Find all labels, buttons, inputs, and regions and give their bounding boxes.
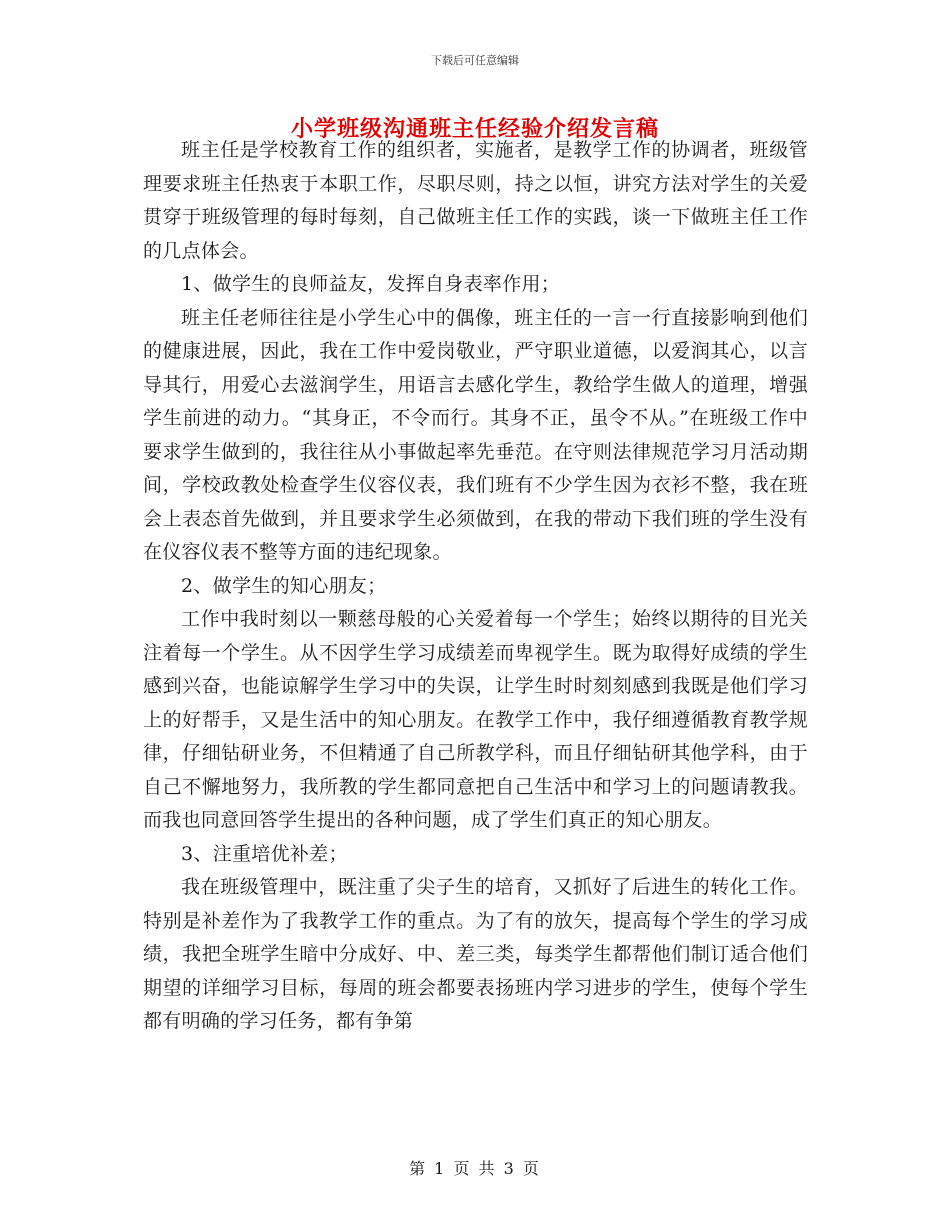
document-body [143, 134, 808, 1039]
paragraph-section-3: 我在班级管理中，既注重了尖子生的培育，又抓好了后进生的转化工作。特别是补差作为了我教学工作的重点。为了有的放矢，提高每个学生的学习成绩，我把全班学生暗中分成好、中、差三类，每类学生都帮他们制订适合他们期望的详细学习目标，每周的班会都要表扬班内学习进步的学生，使每个学生都有明确的学习任务，都有争第 [143, 876, 808, 1032]
header-note: 下载后可任意编辑 [431, 54, 519, 67]
section-heading-1: 1、做学生的良师益友，发挥自身表率作用； [181, 273, 561, 295]
section-heading-2: 2、做学生的知心朋友； [181, 574, 387, 597]
paragraph-section-2: 工作中我时刻以一颗慈母般的心关爱着每一个学生；始终以期待的目光关注着每一个学生。从不因学生学习成绩差而卑视学生。既为取得好成绩的学生感到兴奋，也能谅解学生学习中的失误，让学生时时刻刻感到我既是他们学习上的好帮手，又是生活中的知心朋友。在教学工作中，我仔细遵循教育教学规律，仔细钻研业务，不但精通了自己所教学科，而且仔细钻研其他学科，由于自己不懈地努力，我所教的学生都同意把自己生活中和学习上的问题请教我。而我也同意回答学生提出的各种问题，成了学生们真正的知心朋友。 [143, 608, 808, 831]
section-heading-3: 3、注重培优补差； [181, 842, 348, 865]
paragraph-section-1: 班主任老师往往是小学生心中的偶像，班主任的一言一行直接影响到他们的健康进展，因此，我在工作中爱岗敬业，严守职业道德，以爱润其心，以言导其行，用爱心去滋润学生，用语言去感化学生，教给学生做人的道理，增强学生前进的动力。“其身正，不令而行。其身不正，虽令不从。”在班级工作中要求学生做到的，我往往从小事做起率先垂范。在守则法律规范学习月活动期间，学校政教处检查学生仪容仪表，我们班有不少学生因为衣衫不整，我在班会上表态首先做到，并且要求学生必须做到，在我的带动下我们班的学生没有在仪容仪表不整等方面的违纪现象。 [143, 306, 808, 563]
document-title: 小学班级沟通班主任经验介绍发言稿 [290, 116, 659, 142]
paragraph-intro: 班主任是学校教育工作的组织者，实施者，是教学工作的协调者，班级管理要求班主任热衷于本职工作，尽职尽则，持之以恒，讲究方法对学生的关爱贯穿于班级管理的每时每刻，自己做班主任工作的实践，谈一下做班主任工作的几点体会。 [143, 139, 808, 262]
page-footer: 第 1 页 共 3 页 [409, 1159, 541, 1178]
